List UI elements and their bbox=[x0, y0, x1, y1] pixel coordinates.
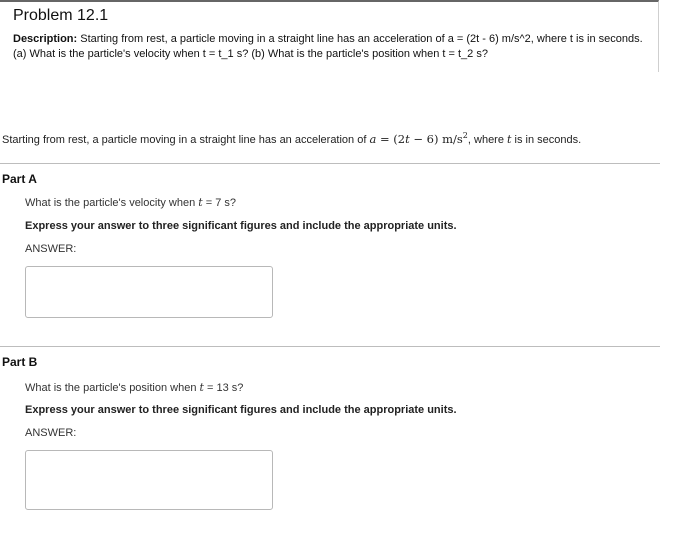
part-b-var-t: t bbox=[199, 381, 204, 394]
intro-text-start: Starting from rest, a particle moving in a straight line has an acceleration of bbox=[2, 133, 370, 146]
intro-text-where: , where bbox=[467, 133, 508, 146]
part-a-label: Part A bbox=[2, 172, 37, 186]
part-b-label: Part B bbox=[2, 355, 38, 369]
math-rest: − 6) m/s bbox=[409, 131, 463, 146]
part-b-question-start: What is the particle's position when bbox=[25, 382, 200, 394]
part-b-answer-label: ANSWER: bbox=[25, 427, 77, 439]
math-var-a: a bbox=[369, 131, 377, 146]
part-a-var-t: t bbox=[198, 196, 203, 209]
part-a-answer-label: ANSWER: bbox=[25, 243, 77, 255]
part-b-instruction: Express your answer to three significant figures and include the appropriate units. bbox=[25, 404, 457, 416]
description-label: Description: bbox=[13, 33, 78, 45]
problem-intro bbox=[2, 131, 662, 146]
intro-var-t: t bbox=[507, 132, 512, 146]
intro-text-end: is in seconds. bbox=[511, 133, 582, 146]
problem-title: Problem 12.1 bbox=[13, 7, 109, 24]
divider-part-b bbox=[0, 346, 660, 347]
part-b-answer-input[interactable] bbox=[25, 450, 273, 510]
math-eq: = (2 bbox=[376, 131, 406, 146]
math-exponent: 2 bbox=[462, 131, 468, 140]
part-a-question bbox=[25, 196, 236, 209]
part-b-question-end: = 13 s? bbox=[203, 382, 244, 394]
problem-description bbox=[13, 32, 651, 62]
part-b-question bbox=[25, 381, 243, 394]
acceleration-equation bbox=[369, 132, 467, 146]
description-text: Starting from rest, a particle moving in a straight line has an acceleration of a = (2t - 6) m/s^2, where t is in seconds. (a) What is the particle's velocity when t = t_1 s? (b) What is the particle's position when t = t_2 s? bbox=[13, 33, 643, 60]
part-a-instruction: Express your answer to three significant figures and include the appropriate units. bbox=[25, 220, 457, 232]
part-a-question-end: = 7 s? bbox=[202, 197, 237, 209]
part-a-answer-input[interactable] bbox=[25, 266, 273, 318]
math-var-t: t bbox=[405, 131, 410, 146]
divider-part-a bbox=[0, 163, 660, 164]
part-a-question-start: What is the particle's velocity when bbox=[25, 197, 199, 209]
